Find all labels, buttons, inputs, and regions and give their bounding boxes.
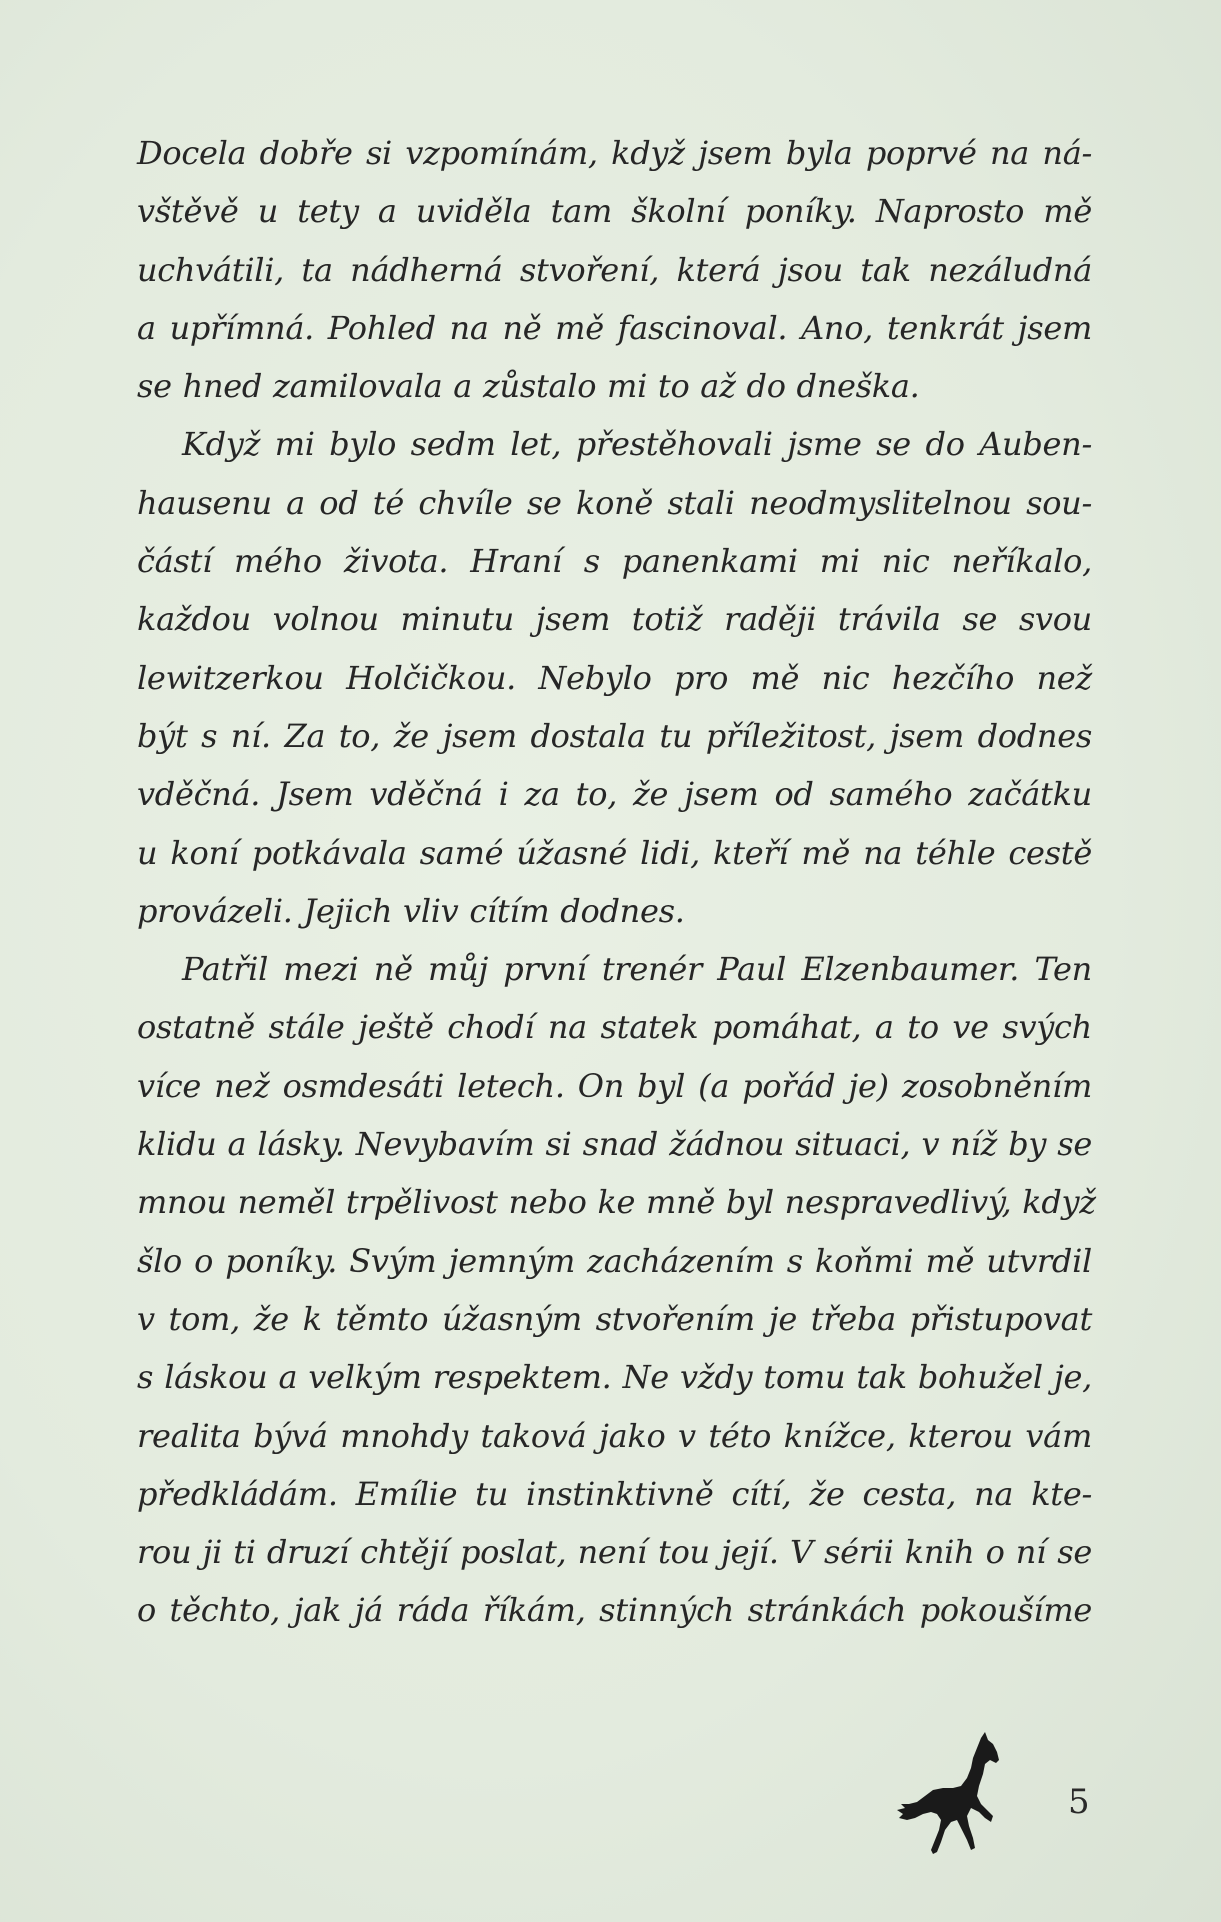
text-line: o těchto, jak já ráda říkám, stinných stránkách pokoušíme — [137, 1591, 1092, 1630]
text-line: Patřil mezi ně můj první trenér Paul Elzenbaumer. Ten — [182, 950, 1092, 989]
text-line: částí mého života. Hraní s panenkami mi nic neříkalo, — [137, 542, 1092, 581]
text-line: uchvátili, ta nádherná stvoření, která jsou tak nezáludná — [137, 250, 1092, 289]
text-line: Když mi bylo sedm let, přestěhovali jsme se do Auben- — [182, 425, 1092, 464]
text-line: ostatně stále ještě chodí na statek pomáhat, a to ve svých — [137, 1008, 1092, 1047]
text-line: každou volnou minutu jsem totiž raději trávila se svou — [137, 600, 1092, 639]
text-line: vštěvě u tety a uviděla tam školní poníky. Naprosto mě — [137, 192, 1092, 231]
text-line: více než osmdesáti letech. On byl (a pořád je) zosobněním — [137, 1066, 1092, 1105]
text-line: provázeli. Jejich vliv cítím dodnes. — [137, 891, 685, 930]
body-text — [137, 124, 1096, 1640]
text-line: s láskou a velkým respektem. Ne vždy tomu tak bohužel je, — [137, 1358, 1092, 1397]
paragraph-1 — [137, 124, 1092, 415]
paragraph-3 — [137, 940, 1096, 1640]
text-line: se hned zamilovala a zůstalo mi to až do dneška. — [137, 367, 920, 406]
text-line: předkládám. Emílie tu instinktivně cítí, že cesta, na kte- — [137, 1474, 1092, 1513]
text-line: lewitzerkou Holčičkou. Nebylo pro mě nic hezčího než — [137, 658, 1092, 697]
text-line: hausenu a od té chvíle se koně stali neodmyslitelnou sou- — [137, 483, 1092, 522]
text-line: vděčná. Jsem vděčná i za to, že jsem od samého začátku — [137, 775, 1092, 814]
text-line: klidu a lásky. Nevybavím si snad žádnou situaci, v níž by se — [137, 1125, 1092, 1164]
text-line: šlo o poníky. Svým jemným zacházením s koňmi mě utvrdil — [137, 1241, 1092, 1280]
text-line: Docela dobře si vzpomínám, když jsem byla poprvé na ná- — [137, 134, 1092, 172]
text-line: rou ji ti druzí chtějí poslat, není tou její. V sérii knih o ní se — [137, 1533, 1092, 1572]
galloping-horse-icon — [893, 1730, 1013, 1860]
text-line: v tom, že k těmto úžasným stvořením je třeba přistupovat — [137, 1299, 1092, 1338]
page-number: 5 — [1068, 1782, 1090, 1822]
text-line: a upřímná. Pohled na ně mě fascinoval. Ano, tenkrát jsem — [137, 308, 1092, 347]
text-line: být s ní. Za to, že jsem dostala tu příležitost, jsem dodnes — [137, 716, 1092, 755]
text-line: realita bývá mnohdy taková jako v této knížce, kterou vám — [137, 1416, 1092, 1455]
paragraph-2 — [137, 415, 1092, 940]
text-line: u koní potkávala samé úžasné lidi, kteří mě na téhle cestě — [137, 833, 1092, 872]
text-line: mnou neměl trpělivost nebo ke mně byl nespravedlivý, když — [137, 1183, 1096, 1222]
